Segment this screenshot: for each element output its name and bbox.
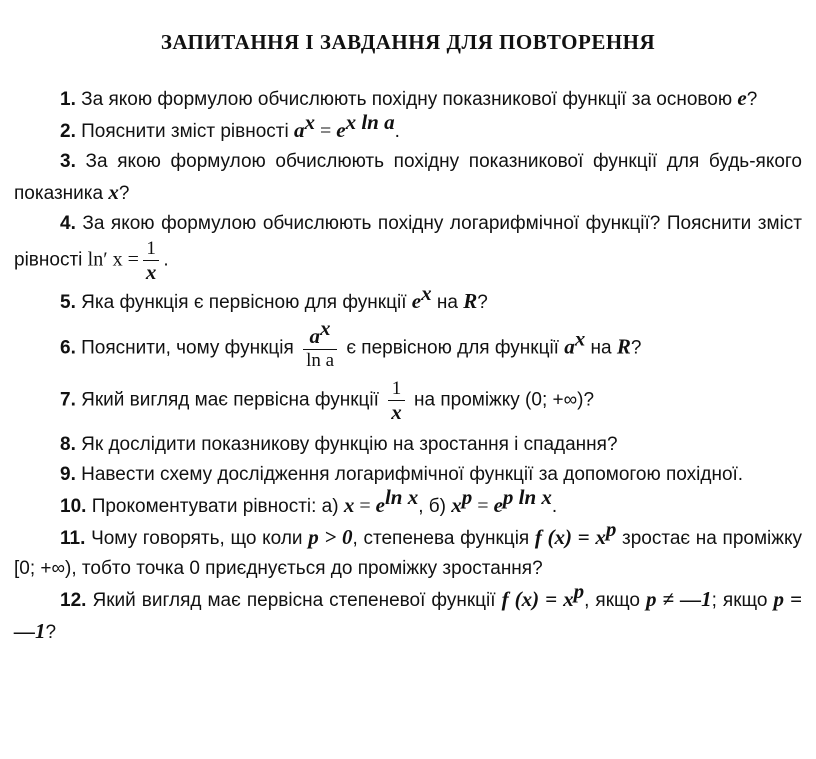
- question-number: 8.: [60, 434, 76, 455]
- fraction-numerator: [303, 316, 337, 350]
- question-number: 7.: [60, 389, 76, 411]
- math-exp: x: [320, 316, 331, 340]
- math-exp: x: [304, 110, 315, 134]
- page-title: ЗАПИТАННЯ І ЗАВДАННЯ ДЛЯ ПОВТОРЕННЯ: [160, 30, 656, 54]
- punct: ?: [118, 183, 130, 204]
- math-a: a: [293, 118, 305, 142]
- question-text: на проміжку (0; +∞)?: [414, 389, 595, 411]
- question-text: Навести схему дослідження логарифмічної функції за допомогою похідної.: [81, 464, 744, 485]
- math-eq: =: [354, 495, 376, 517]
- fraction-denominator: x: [391, 400, 402, 424]
- question-2: [14, 110, 802, 147]
- math-condition: p ≠ —1: [646, 587, 712, 611]
- fraction-numerator: 1: [143, 239, 160, 261]
- punct: .: [163, 249, 169, 271]
- question-number: 10.: [60, 496, 87, 517]
- question-text: Як дослідити показникову функцію на зростання і спадання?: [81, 434, 618, 455]
- question-text: , якщо: [584, 590, 640, 611]
- math-x: x: [108, 180, 119, 204]
- math-e: e: [493, 493, 503, 517]
- question-text: Яка функція є первісною для функції: [81, 292, 407, 313]
- math-R: R: [616, 334, 631, 359]
- question-text: на: [590, 337, 612, 359]
- punct: ?: [45, 622, 57, 643]
- question-number: 1.: [60, 89, 76, 110]
- question-12: [14, 579, 803, 648]
- punct: ?: [630, 337, 642, 359]
- math-x: x: [451, 493, 462, 517]
- math-exp: x: [421, 281, 432, 305]
- math-exp: p: [573, 579, 585, 603]
- math-exp: p: [605, 517, 617, 541]
- math-e: e: [411, 289, 422, 313]
- math-exp: p: [461, 485, 473, 509]
- question-1: [14, 83, 802, 115]
- math-x: x: [563, 587, 574, 611]
- question-4: [14, 209, 802, 282]
- math-x: x: [595, 525, 606, 549]
- math-R: R: [463, 289, 478, 313]
- fraction: [303, 316, 337, 371]
- question-number: 4.: [60, 213, 76, 234]
- question-number: 9.: [60, 464, 76, 485]
- question-text: Пояснити зміст рівності: [81, 121, 289, 142]
- question-number: 11.: [60, 528, 86, 549]
- question-text: За якою формулою обчислюють похідну показникової функції за основою: [81, 89, 733, 110]
- question-number: 3.: [60, 151, 76, 172]
- punct: ?: [477, 292, 488, 313]
- question-text: Чому говорять, що коли: [91, 528, 303, 549]
- question-number: 2.: [60, 121, 76, 142]
- question-text: Який вигляд має первісна функції: [81, 389, 379, 411]
- fraction-denominator: x: [145, 260, 157, 284]
- question-text: За якою формулою обчислюють похідну логарифмічної функції? Пояснити зміст рівності: [14, 213, 802, 271]
- fraction-numerator: 1: [388, 379, 405, 401]
- question-text: на: [436, 292, 458, 313]
- math-condition: p = —1: [14, 587, 803, 643]
- math-fx: f (x) =: [501, 587, 558, 611]
- math-e: e: [375, 493, 385, 517]
- math-e: e: [336, 118, 346, 142]
- question-number: 5.: [60, 292, 76, 313]
- math-exp: x ln a: [345, 110, 395, 134]
- math-exp: x: [574, 326, 586, 351]
- question-7: [14, 379, 802, 422]
- math-exp: ln x: [384, 485, 419, 509]
- math-fx: f (x) =: [534, 525, 590, 549]
- math-x: x: [343, 493, 355, 517]
- math-a: a: [309, 324, 321, 348]
- punct: .: [551, 496, 558, 517]
- question-10: [14, 485, 802, 522]
- question-text: Пояснити, чому функція: [81, 337, 294, 359]
- math-a: a: [564, 334, 575, 359]
- question-text: ; якщо: [711, 590, 768, 611]
- question-number: 12.: [60, 590, 87, 611]
- math-eq: =: [472, 495, 494, 517]
- fraction-denominator: ln a: [306, 350, 335, 371]
- question-8: [14, 430, 802, 460]
- question-text: Прокоментувати рівності: а): [91, 496, 339, 517]
- math-base: e: [737, 86, 747, 110]
- question-6: [14, 316, 802, 371]
- question-11: [14, 517, 802, 584]
- question-3: [14, 147, 802, 209]
- math-lhs: ln′ x =: [87, 248, 139, 271]
- question-text: є первісною для функції: [346, 337, 559, 359]
- math-condition: p > 0: [308, 525, 353, 549]
- fraction: [388, 379, 405, 422]
- punct: .: [394, 121, 400, 142]
- question-text: , б): [418, 496, 447, 517]
- question-number: 6.: [60, 337, 76, 359]
- fraction: [143, 239, 160, 282]
- question-text: зростає на проміжку [0; +∞), тобто точка 0 приєднується до проміжку зростання?: [14, 528, 802, 579]
- question-text: Який вигляд має первісна степеневої функції: [92, 590, 496, 611]
- math-exp: p ln x: [502, 485, 552, 509]
- question-text: За якою формулою обчислюють похідну показникової функції для будь-якого показника: [14, 151, 802, 204]
- math-eq: =: [314, 120, 337, 142]
- question-5: [14, 281, 802, 318]
- question-text: , степенева функція: [352, 528, 530, 549]
- punct: ?: [746, 89, 758, 110]
